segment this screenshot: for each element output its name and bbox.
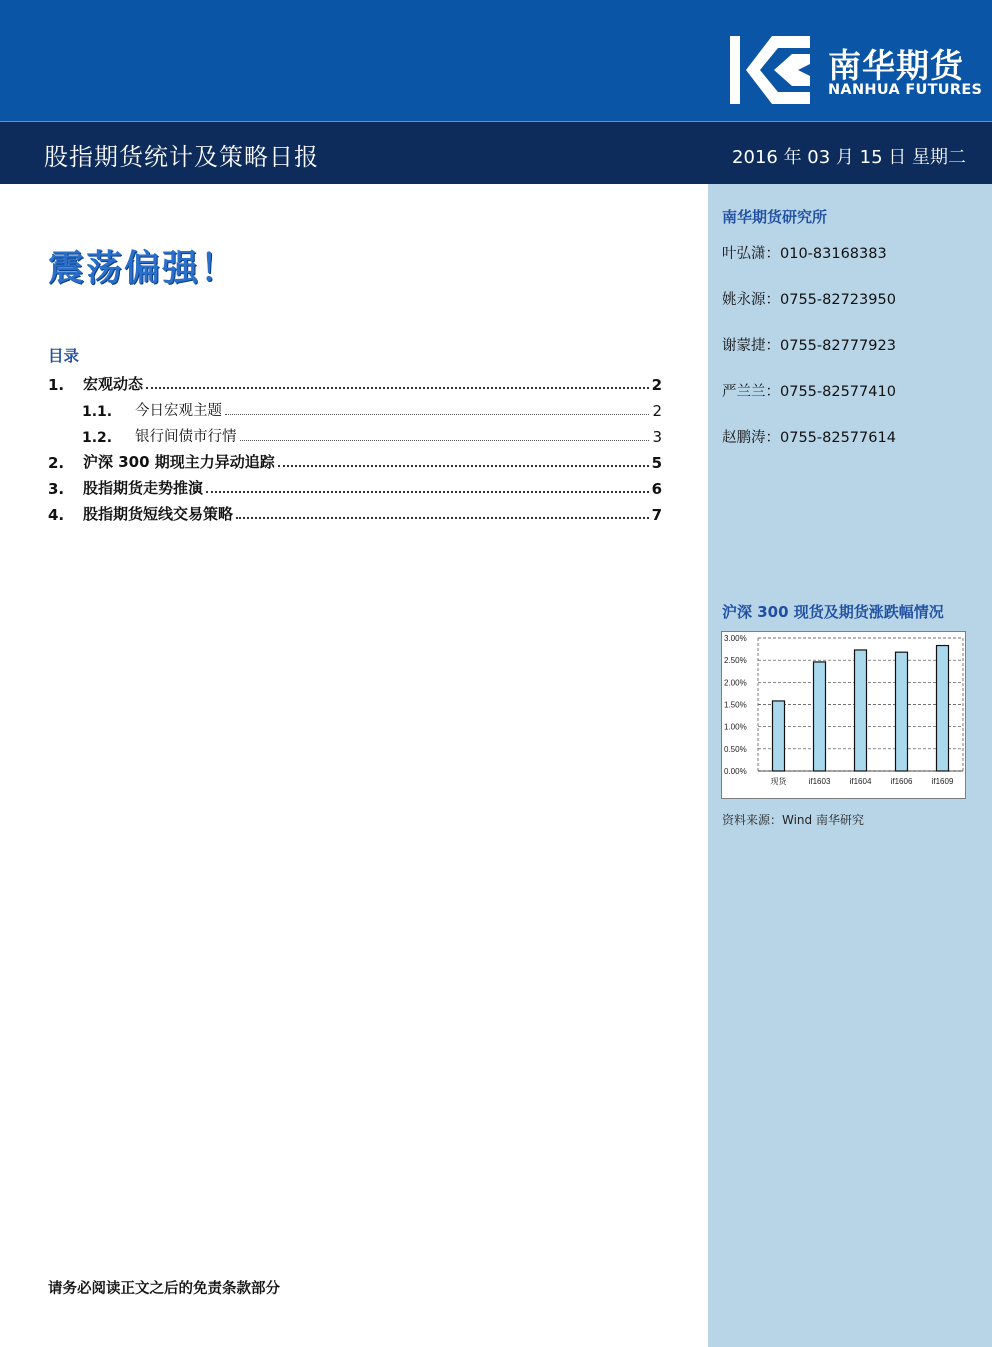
toc-page: 3: [652, 428, 662, 446]
contact-item: 谢蒙捷：0755-82777923: [722, 338, 896, 354]
y-tick-label: 1.00%: [724, 722, 747, 732]
toc-leader: [240, 440, 650, 441]
toc-page: 2: [651, 376, 662, 394]
toc-number: 4.: [48, 506, 65, 524]
toc-number: 1.2.: [82, 430, 113, 446]
toc-item[interactable]: [48, 498, 662, 524]
x-tick-label: if1604: [849, 777, 872, 786]
company-logo: [728, 34, 988, 110]
header-band: [0, 0, 992, 121]
toc-page: 6: [651, 480, 662, 498]
logo-chinese-name: 南华期货: [828, 46, 964, 85]
contact-item: 严兰兰：0755-82577410: [722, 384, 896, 400]
y-tick-label: 2.00%: [724, 678, 747, 688]
toc-number: 1.1.: [82, 404, 113, 420]
toc-text: 沪深 300 期现主力异动追踪: [83, 453, 275, 471]
nanhua-logo-icon: [728, 34, 814, 106]
toc-text: 宏观动态: [83, 375, 144, 393]
toc-leader: [206, 491, 649, 493]
bar: [814, 662, 826, 771]
headline: 震荡偏强！: [48, 248, 239, 289]
bar: [773, 701, 785, 771]
toc-page: 7: [651, 506, 662, 524]
report-date: 2016 年 03 月 15 日 星期二: [732, 147, 966, 168]
toc-page: 5: [651, 454, 662, 472]
report-title: 股指期货统计及策略日报: [44, 143, 319, 171]
toc-number: 3.: [48, 480, 65, 498]
toc-text: 股指期货短线交易策略: [83, 505, 234, 523]
toc-page: 2: [652, 402, 662, 420]
toc-item[interactable]: [48, 420, 662, 446]
toc-item[interactable]: [48, 472, 662, 498]
x-tick-label: 现货: [770, 777, 787, 786]
toc-text: 银行间债市行情: [135, 429, 237, 445]
chart-source: 资料来源：Wind 南华研究: [722, 813, 864, 827]
toc-leader: [278, 465, 649, 467]
bar: [855, 650, 867, 771]
title-bar: [0, 121, 992, 184]
chart-title: 沪深 300 现货及期货涨跌幅情况: [722, 603, 944, 621]
toc-leader: [236, 517, 649, 519]
institute-name: 南华期货研究所: [722, 208, 828, 226]
toc-number: 2.: [48, 454, 65, 472]
y-tick-label: 0.50%: [724, 744, 747, 754]
contact-item: 叶弘潇：010-83168383: [722, 246, 887, 262]
y-tick-label: 2.50%: [724, 656, 747, 666]
x-tick-label: if1609: [931, 777, 954, 786]
toc-leader: [146, 387, 649, 389]
bar: [937, 646, 949, 771]
toc-item[interactable]: [48, 446, 662, 472]
toc-text: 股指期货走势推演: [83, 479, 204, 497]
chart-canvas: [722, 632, 965, 798]
bar-chart: [721, 631, 966, 799]
toc-number: 1.: [48, 376, 65, 394]
toc-item[interactable]: [48, 394, 662, 420]
logo-english-name: NANHUA FUTURES: [828, 82, 983, 98]
toc-heading: 目录: [48, 347, 80, 365]
analyst-contacts: [722, 242, 896, 472]
y-tick-label: 0.00%: [724, 767, 747, 776]
contact-item: 姚永源：0755-82723950: [722, 292, 896, 308]
table-of-contents: [48, 368, 662, 524]
x-tick-label: if1603: [808, 777, 831, 786]
toc-item[interactable]: [48, 368, 662, 394]
y-tick-label: 3.00%: [724, 634, 747, 643]
toc-text: 今日宏观主题: [135, 403, 222, 419]
contact-item: 赵鹏涛：0755-82577614: [722, 430, 896, 446]
y-tick-label: 1.50%: [724, 700, 747, 710]
bar: [896, 652, 908, 771]
toc-leader: [225, 414, 649, 415]
disclaimer: 请务必阅读正文之后的免责条款部分: [48, 1281, 280, 1297]
x-tick-label: if1606: [890, 777, 913, 786]
sidebar: [708, 184, 992, 1347]
